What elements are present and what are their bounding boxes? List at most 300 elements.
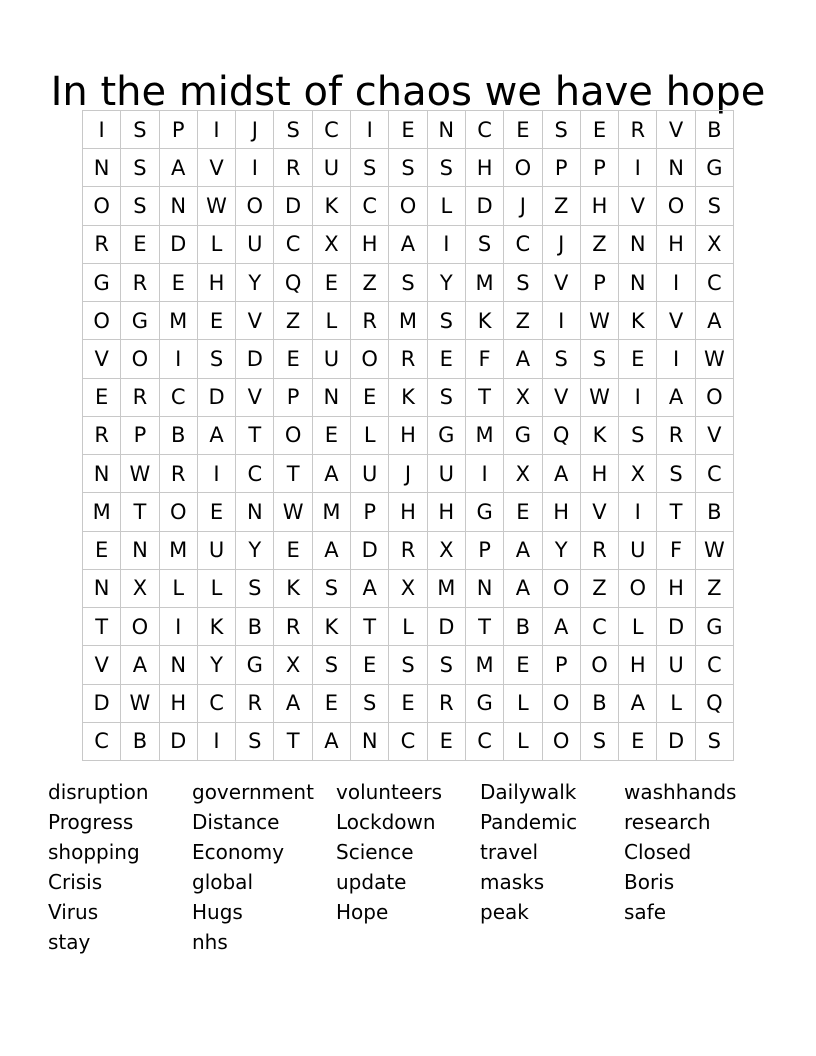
letter-cell[interactable]: W bbox=[121, 455, 159, 493]
letter-cell[interactable]: M bbox=[160, 532, 198, 570]
letter-cell[interactable]: V bbox=[83, 340, 121, 378]
letter-cell[interactable]: V bbox=[543, 264, 581, 302]
letter-cell[interactable]: N bbox=[160, 187, 198, 225]
word-list-item: disruption bbox=[48, 780, 149, 804]
letter-cell[interactable]: E bbox=[504, 111, 542, 149]
letter-cell[interactable]: N bbox=[83, 570, 121, 608]
letter-cell[interactable]: Z bbox=[351, 264, 389, 302]
letter-cell[interactable]: G bbox=[236, 646, 274, 684]
letter-cell[interactable]: O bbox=[121, 340, 159, 378]
letter-cell[interactable]: S bbox=[428, 646, 466, 684]
letter-cell[interactable]: E bbox=[428, 723, 466, 761]
letter-cell[interactable]: P bbox=[160, 111, 198, 149]
letter-cell[interactable]: A bbox=[160, 149, 198, 187]
letter-cell[interactable]: E bbox=[389, 111, 427, 149]
letter-cell[interactable]: X bbox=[389, 570, 427, 608]
letter-cell[interactable]: O bbox=[351, 340, 389, 378]
letter-cell[interactable]: K bbox=[466, 302, 504, 340]
letter-cell[interactable]: A bbox=[389, 226, 427, 264]
word-list-item: Economy bbox=[192, 840, 285, 864]
letter-cell[interactable]: P bbox=[466, 532, 504, 570]
letter-cell[interactable]: N bbox=[236, 493, 274, 531]
letter-cell[interactable]: I bbox=[543, 302, 581, 340]
letter-cell[interactable]: B bbox=[236, 608, 274, 646]
letter-cell[interactable]: I bbox=[657, 264, 695, 302]
letter-cell[interactable]: U bbox=[313, 340, 351, 378]
letter-cell[interactable]: S bbox=[121, 149, 159, 187]
letter-cell[interactable]: D bbox=[428, 608, 466, 646]
letter-cell[interactable]: D bbox=[657, 723, 695, 761]
letter-cell[interactable]: M bbox=[466, 264, 504, 302]
letter-cell[interactable]: I bbox=[198, 455, 236, 493]
letter-cell[interactable]: H bbox=[351, 226, 389, 264]
letter-cell[interactable]: L bbox=[198, 570, 236, 608]
letter-cell[interactable]: S bbox=[313, 570, 351, 608]
letter-cell[interactable]: R bbox=[581, 532, 619, 570]
letter-cell[interactable]: Y bbox=[428, 264, 466, 302]
letter-cell[interactable]: C bbox=[198, 685, 236, 723]
letter-cell[interactable]: R bbox=[351, 302, 389, 340]
letter-cell[interactable]: W bbox=[696, 532, 734, 570]
letter-cell[interactable]: D bbox=[83, 685, 121, 723]
letter-cell[interactable]: E bbox=[121, 226, 159, 264]
letter-cell[interactable]: D bbox=[160, 226, 198, 264]
letter-cell[interactable]: N bbox=[83, 455, 121, 493]
letter-cell[interactable]: X bbox=[504, 455, 542, 493]
letter-cell[interactable]: A bbox=[313, 455, 351, 493]
letter-cell[interactable]: M bbox=[83, 493, 121, 531]
letter-cell[interactable]: R bbox=[619, 111, 657, 149]
letter-cell[interactable]: A bbox=[657, 379, 695, 417]
letter-cell[interactable]: A bbox=[504, 570, 542, 608]
letter-cell[interactable]: T bbox=[83, 608, 121, 646]
letter-cell[interactable]: K bbox=[274, 570, 312, 608]
letter-cell[interactable]: S bbox=[428, 302, 466, 340]
letter-cell[interactable]: E bbox=[198, 493, 236, 531]
letter-cell[interactable]: Z bbox=[581, 570, 619, 608]
letter-cell[interactable]: M bbox=[466, 417, 504, 455]
letter-cell[interactable]: C bbox=[83, 723, 121, 761]
letter-cell[interactable]: W bbox=[581, 302, 619, 340]
letter-cell[interactable]: R bbox=[160, 455, 198, 493]
letter-cell[interactable]: N bbox=[619, 264, 657, 302]
letter-cell[interactable]: F bbox=[657, 532, 695, 570]
letter-cell[interactable]: C bbox=[236, 455, 274, 493]
letter-cell[interactable]: A bbox=[504, 532, 542, 570]
letter-cell[interactable]: H bbox=[581, 455, 619, 493]
letter-cell[interactable]: S bbox=[351, 685, 389, 723]
letter-cell[interactable]: E bbox=[313, 685, 351, 723]
letter-cell[interactable]: E bbox=[83, 532, 121, 570]
letter-cell[interactable]: I bbox=[351, 111, 389, 149]
letter-cell[interactable]: R bbox=[83, 417, 121, 455]
letter-cell[interactable]: N bbox=[619, 226, 657, 264]
letter-cell[interactable]: G bbox=[428, 417, 466, 455]
letter-cell[interactable]: A bbox=[313, 532, 351, 570]
letter-cell[interactable]: I bbox=[619, 493, 657, 531]
letter-cell[interactable]: Z bbox=[696, 570, 734, 608]
letter-cell[interactable]: E bbox=[504, 646, 542, 684]
letter-cell[interactable]: X bbox=[121, 570, 159, 608]
letter-cell[interactable]: G bbox=[696, 608, 734, 646]
letter-cell[interactable]: V bbox=[236, 302, 274, 340]
letter-cell[interactable]: J bbox=[236, 111, 274, 149]
letter-cell[interactable]: E bbox=[198, 302, 236, 340]
letter-cell[interactable]: O bbox=[696, 379, 734, 417]
letter-cell[interactable]: W bbox=[274, 493, 312, 531]
letter-cell[interactable]: S bbox=[351, 149, 389, 187]
letter-cell[interactable]: A bbox=[121, 646, 159, 684]
letter-cell[interactable]: A bbox=[198, 417, 236, 455]
letter-cell[interactable]: J bbox=[504, 187, 542, 225]
letter-cell[interactable]: T bbox=[274, 455, 312, 493]
letter-cell[interactable]: S bbox=[428, 379, 466, 417]
word-list-item: Lockdown bbox=[336, 810, 436, 834]
letter-cell[interactable]: R bbox=[389, 340, 427, 378]
letter-cell[interactable]: I bbox=[619, 379, 657, 417]
letter-cell[interactable]: E bbox=[83, 379, 121, 417]
letter-cell[interactable]: L bbox=[160, 570, 198, 608]
letter-cell[interactable]: S bbox=[657, 455, 695, 493]
letter-cell[interactable]: H bbox=[160, 685, 198, 723]
letter-cell[interactable]: V bbox=[543, 379, 581, 417]
letter-cell[interactable]: H bbox=[657, 226, 695, 264]
letter-cell[interactable]: D bbox=[160, 723, 198, 761]
letter-cell[interactable]: Y bbox=[198, 646, 236, 684]
letter-cell[interactable]: V bbox=[198, 149, 236, 187]
letter-cell[interactable]: G bbox=[121, 302, 159, 340]
letter-cell[interactable]: R bbox=[274, 149, 312, 187]
letter-cell[interactable]: O bbox=[504, 149, 542, 187]
letter-cell[interactable]: K bbox=[581, 417, 619, 455]
letter-cell[interactable]: P bbox=[543, 646, 581, 684]
letter-cell[interactable]: X bbox=[428, 532, 466, 570]
letter-cell[interactable]: E bbox=[619, 340, 657, 378]
letter-cell[interactable]: U bbox=[428, 455, 466, 493]
letter-cell[interactable]: T bbox=[466, 379, 504, 417]
letter-cell[interactable]: H bbox=[581, 187, 619, 225]
letter-cell[interactable]: A bbox=[619, 685, 657, 723]
letter-cell[interactable]: Z bbox=[274, 302, 312, 340]
letter-cell[interactable]: S bbox=[389, 264, 427, 302]
letter-cell[interactable]: T bbox=[657, 493, 695, 531]
letter-cell[interactable]: G bbox=[504, 417, 542, 455]
letter-cell[interactable]: M bbox=[160, 302, 198, 340]
letter-cell[interactable]: M bbox=[428, 570, 466, 608]
letter-cell[interactable]: O bbox=[543, 723, 581, 761]
letter-cell[interactable]: O bbox=[657, 187, 695, 225]
letter-cell[interactable]: Q bbox=[274, 264, 312, 302]
letter-cell[interactable]: Y bbox=[236, 532, 274, 570]
letter-cell[interactable]: D bbox=[236, 340, 274, 378]
letter-cell[interactable]: I bbox=[160, 608, 198, 646]
letter-cell[interactable]: R bbox=[121, 264, 159, 302]
letter-cell[interactable]: S bbox=[696, 187, 734, 225]
letter-cell[interactable]: R bbox=[83, 226, 121, 264]
letter-cell[interactable]: O bbox=[83, 187, 121, 225]
letter-cell[interactable]: W bbox=[121, 685, 159, 723]
letter-cell[interactable]: P bbox=[274, 379, 312, 417]
letter-cell[interactable]: U bbox=[198, 532, 236, 570]
letter-cell[interactable]: K bbox=[313, 608, 351, 646]
letter-cell[interactable]: T bbox=[236, 417, 274, 455]
letter-cell[interactable]: O bbox=[543, 685, 581, 723]
letter-cell[interactable]: I bbox=[657, 340, 695, 378]
letter-cell[interactable]: C bbox=[313, 111, 351, 149]
letter-cell[interactable]: P bbox=[543, 149, 581, 187]
letter-cell[interactable]: S bbox=[428, 149, 466, 187]
word-list-item: nhs bbox=[192, 930, 228, 954]
letter-cell[interactable]: I bbox=[236, 149, 274, 187]
letter-cell[interactable]: N bbox=[160, 646, 198, 684]
letter-cell[interactable]: H bbox=[389, 417, 427, 455]
letter-cell[interactable]: T bbox=[121, 493, 159, 531]
letter-cell[interactable]: L bbox=[504, 723, 542, 761]
letter-cell[interactable]: C bbox=[351, 187, 389, 225]
letter-cell[interactable]: S bbox=[581, 340, 619, 378]
letter-cell[interactable]: A bbox=[543, 608, 581, 646]
letter-cell[interactable]: L bbox=[657, 685, 695, 723]
letter-cell[interactable]: V bbox=[657, 302, 695, 340]
letter-cell[interactable]: E bbox=[274, 532, 312, 570]
letter-cell[interactable]: T bbox=[274, 723, 312, 761]
letter-cell[interactable]: S bbox=[313, 646, 351, 684]
letter-cell[interactable]: T bbox=[351, 608, 389, 646]
letter-cell[interactable]: G bbox=[466, 493, 504, 531]
letter-cell[interactable]: O bbox=[581, 646, 619, 684]
letter-cell[interactable]: O bbox=[121, 608, 159, 646]
letter-cell[interactable]: A bbox=[313, 723, 351, 761]
letter-cell[interactable]: R bbox=[274, 608, 312, 646]
letter-cell[interactable]: B bbox=[696, 111, 734, 149]
letter-cell[interactable]: I bbox=[83, 111, 121, 149]
letter-cell[interactable]: Y bbox=[236, 264, 274, 302]
word-list-item: research bbox=[624, 810, 711, 834]
letter-cell[interactable]: D bbox=[274, 187, 312, 225]
letter-cell[interactable]: E bbox=[351, 379, 389, 417]
puzzle-title: In the midst of chaos we have hope bbox=[50, 68, 766, 115]
letter-cell[interactable]: O bbox=[543, 570, 581, 608]
letter-cell[interactable]: G bbox=[466, 685, 504, 723]
letter-cell[interactable]: I bbox=[160, 340, 198, 378]
letter-cell[interactable]: O bbox=[236, 187, 274, 225]
letter-cell[interactable]: V bbox=[619, 187, 657, 225]
letter-cell[interactable]: B bbox=[504, 608, 542, 646]
letter-cell[interactable]: S bbox=[581, 723, 619, 761]
letter-cell[interactable]: E bbox=[313, 417, 351, 455]
letter-cell[interactable]: H bbox=[466, 149, 504, 187]
letter-cell[interactable]: E bbox=[313, 264, 351, 302]
letter-cell[interactable]: I bbox=[428, 226, 466, 264]
letter-cell[interactable]: I bbox=[198, 723, 236, 761]
letter-cell[interactable]: J bbox=[543, 226, 581, 264]
letter-cell[interactable]: S bbox=[619, 417, 657, 455]
letter-cell[interactable]: A bbox=[274, 685, 312, 723]
letter-cell[interactable]: Z bbox=[504, 302, 542, 340]
letter-cell[interactable]: P bbox=[581, 264, 619, 302]
letter-cell[interactable]: X bbox=[504, 379, 542, 417]
letter-cell[interactable]: V bbox=[581, 493, 619, 531]
letter-cell[interactable]: O bbox=[160, 493, 198, 531]
letter-cell[interactable]: M bbox=[389, 302, 427, 340]
letter-cell[interactable]: E bbox=[581, 111, 619, 149]
letter-cell[interactable]: D bbox=[466, 187, 504, 225]
letter-cell[interactable]: W bbox=[581, 379, 619, 417]
letter-cell[interactable]: R bbox=[428, 685, 466, 723]
letter-cell[interactable]: F bbox=[466, 340, 504, 378]
letter-cell[interactable]: O bbox=[389, 187, 427, 225]
letter-cell[interactable]: Q bbox=[543, 417, 581, 455]
letter-cell[interactable]: I bbox=[466, 455, 504, 493]
letter-cell[interactable]: D bbox=[657, 608, 695, 646]
letter-cell[interactable]: L bbox=[313, 302, 351, 340]
letter-cell[interactable]: S bbox=[466, 226, 504, 264]
letter-cell[interactable]: C bbox=[466, 723, 504, 761]
letter-cell[interactable]: U bbox=[236, 226, 274, 264]
letter-cell[interactable]: S bbox=[198, 340, 236, 378]
letter-cell[interactable]: A bbox=[351, 570, 389, 608]
letter-cell[interactable]: H bbox=[389, 493, 427, 531]
letter-cell[interactable]: L bbox=[389, 608, 427, 646]
letter-cell[interactable]: C bbox=[466, 111, 504, 149]
letter-cell[interactable]: S bbox=[121, 111, 159, 149]
letter-cell[interactable]: S bbox=[543, 340, 581, 378]
letter-cell[interactable]: S bbox=[504, 264, 542, 302]
word-list-item: stay bbox=[48, 930, 91, 954]
letter-cell[interactable]: C bbox=[160, 379, 198, 417]
letter-cell[interactable]: K bbox=[198, 608, 236, 646]
letter-cell[interactable]: X bbox=[619, 455, 657, 493]
letter-cell[interactable]: U bbox=[313, 149, 351, 187]
letter-cell[interactable]: L bbox=[504, 685, 542, 723]
letter-cell[interactable]: R bbox=[121, 379, 159, 417]
letter-cell[interactable]: B bbox=[581, 685, 619, 723]
letter-cell[interactable]: V bbox=[236, 379, 274, 417]
letter-cell[interactable]: N bbox=[83, 149, 121, 187]
letter-cell[interactable]: C bbox=[504, 226, 542, 264]
letter-cell[interactable]: O bbox=[274, 417, 312, 455]
letter-cell[interactable]: N bbox=[657, 149, 695, 187]
letter-cell[interactable]: S bbox=[274, 111, 312, 149]
letter-cell[interactable]: L bbox=[428, 187, 466, 225]
letter-cell[interactable]: C bbox=[581, 608, 619, 646]
letter-cell[interactable]: C bbox=[274, 226, 312, 264]
letter-cell[interactable]: S bbox=[696, 723, 734, 761]
word-list-item: Progress bbox=[48, 810, 134, 834]
letter-cell[interactable]: E bbox=[351, 646, 389, 684]
letter-cell[interactable]: K bbox=[619, 302, 657, 340]
letter-cell[interactable]: K bbox=[313, 187, 351, 225]
letter-cell[interactable]: S bbox=[236, 723, 274, 761]
letter-cell[interactable]: V bbox=[657, 111, 695, 149]
letter-cell[interactable]: N bbox=[313, 379, 351, 417]
letter-cell[interactable]: Z bbox=[543, 187, 581, 225]
letter-cell[interactable]: H bbox=[543, 493, 581, 531]
letter-cell[interactable]: S bbox=[236, 570, 274, 608]
letter-cell[interactable]: J bbox=[389, 455, 427, 493]
letter-cell[interactable]: G bbox=[83, 264, 121, 302]
letter-cell[interactable]: P bbox=[351, 493, 389, 531]
letter-cell[interactable]: Z bbox=[581, 226, 619, 264]
letter-cell[interactable]: P bbox=[121, 417, 159, 455]
letter-cell[interactable]: N bbox=[351, 723, 389, 761]
letter-cell[interactable]: H bbox=[198, 264, 236, 302]
letter-cell[interactable]: E bbox=[504, 493, 542, 531]
letter-cell[interactable]: C bbox=[696, 646, 734, 684]
letter-cell[interactable]: N bbox=[428, 111, 466, 149]
letter-cell[interactable]: Q bbox=[696, 685, 734, 723]
letter-cell[interactable]: V bbox=[83, 646, 121, 684]
letter-cell[interactable]: U bbox=[351, 455, 389, 493]
letter-cell[interactable]: E bbox=[389, 685, 427, 723]
letter-cell[interactable]: B bbox=[696, 493, 734, 531]
letter-cell[interactable]: H bbox=[619, 646, 657, 684]
letter-cell[interactable]: S bbox=[389, 646, 427, 684]
letter-cell[interactable]: I bbox=[198, 111, 236, 149]
letter-cell[interactable]: X bbox=[313, 226, 351, 264]
letter-cell[interactable]: O bbox=[619, 570, 657, 608]
letter-cell[interactable]: B bbox=[160, 417, 198, 455]
letter-cell[interactable]: O bbox=[83, 302, 121, 340]
word-list-item: Hugs bbox=[192, 900, 243, 924]
letter-cell[interactable]: H bbox=[428, 493, 466, 531]
letter-cell[interactable]: D bbox=[351, 532, 389, 570]
letter-cell[interactable]: A bbox=[696, 302, 734, 340]
letter-cell[interactable]: C bbox=[696, 264, 734, 302]
letter-cell[interactable]: S bbox=[543, 111, 581, 149]
letter-cell[interactable]: D bbox=[198, 379, 236, 417]
letter-cell[interactable]: E bbox=[428, 340, 466, 378]
letter-cell[interactable]: U bbox=[619, 532, 657, 570]
letter-cell[interactable]: N bbox=[466, 570, 504, 608]
letter-cell[interactable]: B bbox=[121, 723, 159, 761]
letter-cell[interactable]: C bbox=[696, 455, 734, 493]
letter-cell[interactable]: I bbox=[619, 149, 657, 187]
letter-cell[interactable]: A bbox=[543, 455, 581, 493]
letter-cell[interactable]: P bbox=[581, 149, 619, 187]
letter-cell[interactable]: V bbox=[696, 417, 734, 455]
letter-cell[interactable]: S bbox=[121, 187, 159, 225]
letter-cell[interactable]: E bbox=[619, 723, 657, 761]
letter-cell[interactable]: E bbox=[274, 340, 312, 378]
letter-cell[interactable]: A bbox=[504, 340, 542, 378]
letter-cell[interactable]: R bbox=[236, 685, 274, 723]
letter-cell[interactable]: M bbox=[313, 493, 351, 531]
letter-cell[interactable]: M bbox=[466, 646, 504, 684]
letter-cell[interactable]: W bbox=[696, 340, 734, 378]
letter-cell[interactable]: G bbox=[696, 149, 734, 187]
letter-cell[interactable]: L bbox=[619, 608, 657, 646]
letter-cell[interactable]: C bbox=[389, 723, 427, 761]
letter-cell[interactable]: L bbox=[351, 417, 389, 455]
letter-cell[interactable]: T bbox=[466, 608, 504, 646]
letter-cell[interactable]: X bbox=[696, 226, 734, 264]
letter-cell[interactable]: H bbox=[657, 570, 695, 608]
letter-cell[interactable]: W bbox=[198, 187, 236, 225]
word-list-item: government bbox=[192, 780, 314, 804]
letter-cell[interactable]: X bbox=[274, 646, 312, 684]
letter-cell[interactable]: R bbox=[657, 417, 695, 455]
letter-cell[interactable]: K bbox=[389, 379, 427, 417]
letter-cell[interactable]: N bbox=[121, 532, 159, 570]
letter-cell[interactable]: R bbox=[389, 532, 427, 570]
letter-cell[interactable]: S bbox=[389, 149, 427, 187]
word-list-item: safe bbox=[624, 900, 667, 924]
letter-cell[interactable]: U bbox=[657, 646, 695, 684]
letter-cell[interactable]: Y bbox=[543, 532, 581, 570]
letter-cell[interactable]: L bbox=[198, 226, 236, 264]
letter-cell[interactable]: E bbox=[160, 264, 198, 302]
